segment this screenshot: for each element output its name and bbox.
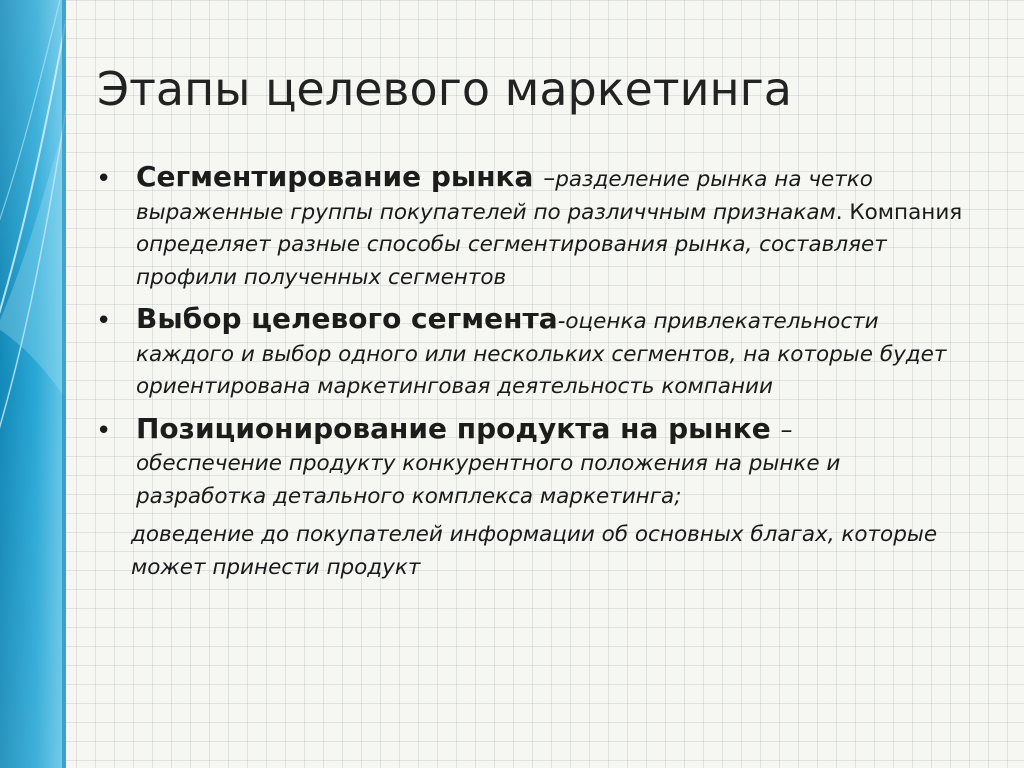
- bullet-icon: •: [96, 306, 112, 336]
- bullet-dash: -: [557, 309, 566, 334]
- bullet-definition-continued: определяет разные способы сегментирования рынка, составляет профили полученных сегментов: [136, 232, 887, 290]
- decorative-side-band: [0, 0, 66, 768]
- bullet-definition: разделение рынка на четко выраженные группы покупателей по различчным признакам: [136, 167, 873, 225]
- bullet-term: Позиционирование продукта на рынке: [136, 411, 781, 445]
- bullet-item-positioning: [96, 410, 976, 514]
- bullet-term: Сегментирование рынка: [136, 160, 544, 193]
- continuation-text: доведение до покупателей информации об основных благах, которые может принести продукт: [131, 522, 938, 580]
- bullet-icon: •: [96, 415, 112, 446]
- bullet-dash: –: [543, 164, 556, 192]
- bullet-term: Выбор целевого сегмента: [136, 302, 558, 335]
- bullet-text: [136, 158, 976, 294]
- bullet-item-segmentation: [96, 158, 976, 294]
- slide-title: Этапы целевого маркетинга: [97, 62, 792, 116]
- bullet-dash: –: [780, 415, 793, 444]
- bullet-list: [96, 158, 976, 584]
- bullet-text: [136, 410, 976, 514]
- bullet-text: [136, 300, 976, 404]
- side-band-graphic: [0, 0, 66, 768]
- bullet-icon: •: [96, 164, 112, 194]
- bullet-definition-plain: . Компания: [835, 199, 963, 225]
- bullet-definition: обеспечение продукту конкурентного положения на рынке и разработка детального комплекса маркетинга;: [136, 451, 841, 509]
- bullet-definition: оценка привлекательности каждого и выбор одного или нескольких сегментов, на которые будет ориентирована маркетинговая деятельность компании: [136, 309, 947, 399]
- bullet-item-target-selection: [96, 300, 976, 404]
